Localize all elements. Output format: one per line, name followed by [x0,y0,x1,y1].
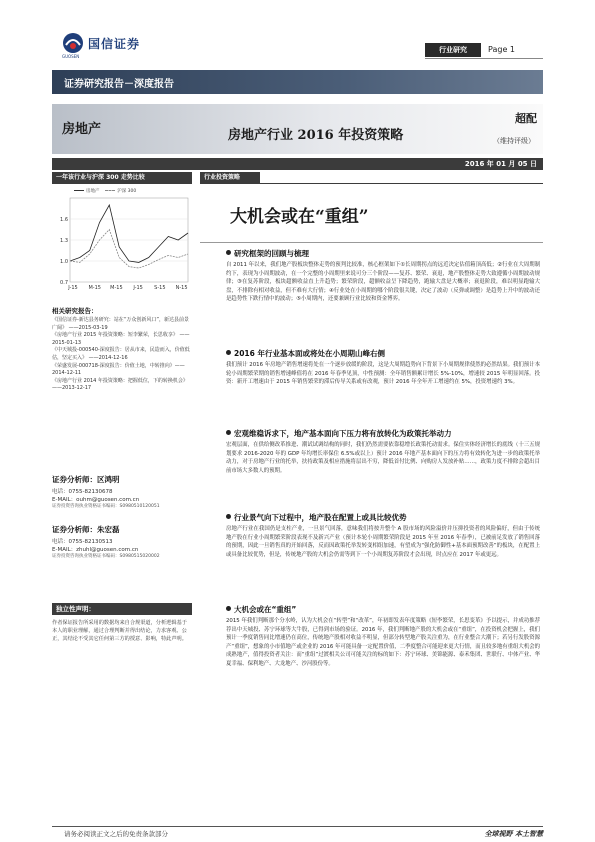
x-tick-label: M-15 [88,285,101,291]
report-date: 2016 年 01 月 05 日 [464,160,537,168]
rating-note: （维持评级） [493,137,535,145]
analyst-phone: 电话：0755-82130513 [52,539,113,545]
analyst-email[interactable]: E-MAIL：zhuhl@guosen.com.cn [52,547,139,553]
series-title-band [52,70,543,94]
section-body: 自 2011 年以来，我们地产股板块整体走势的预判比较准，核心框架如下①长周期拐点的远近决定估值箱顶高低；②行业在大周期制约下，表现为小周期波动，在一个完整的小周期里来说可分三个阶段——复苏、繁荣、衰退，地产股整体走势大致遵循小周期波动规律；③在复苏阶段，板块超额收益直上升趋势；繁荣阶段，超额收益呈下降趋势，跑输大盘是大概率；衰退阶段，难以明显跑输大盘，不排除有相对收益，但不难有大行情；④行业处在小周期的哪个阶段很关键，决定了波动（反弹或调整）是趋势上升中的波动还是趋势性下跌行情中的波动；⑤小周期内，还要兼顾行业比较和资金博弈。 [226,262,540,302]
related-report-item: 《房地产行业 2014 年投资策略：把握低位，下的转换机会》 ——2013-12-17 [52,377,188,392]
doc-type-badge: 行业研究 [425,43,481,57]
trend-chart [52,186,192,296]
x-tick-label: S-15 [154,285,166,291]
analyst-cert: 证券投资咨询执业资格证书编码：S0980515020002 [52,554,160,559]
independence-statement [52,603,192,643]
section-fundamentals [226,348,540,387]
section-heading: 大机会或在“重组” [226,604,540,615]
guosen-logo [62,32,152,59]
headline: 大机会或在“重组” [230,207,369,227]
logo-text: 国信证券 [88,37,141,51]
header-divider [425,58,543,59]
y-tick-label: 1.0 [60,259,68,265]
section-restructuring [226,604,540,668]
chart-title: 一年该行业与沪深 300 走势比较 [52,172,192,184]
section-body: 房地产行业在我国仍是支柱产业，一旦景气回落，意味我们将按升整个 A 股市场的风险溢价并压抑投资者的风险偏好，但由于传统地产股在行业小周期繁荣阶段表现不及新兴产业（预计本轮小周期繁荣阶段是 2015 年至 2016 年春季），已被前足发放了销售回落的预期，因此一旦销售真的开始回落，反而因政策托举发转变相组加速，有望成为“强化防御性+基本面预期改善”的板块，在配置上或具备比较优势，但是，传统地产股的大机会仍需等到下一个小周期复苏阶段才会出现，时点应在 2017 年或更远。 [226,526,540,558]
legend-label-index: 沪深 300 [117,189,137,194]
series-line-index [70,230,188,269]
y-tick-label: 0.7 [60,280,68,286]
related-report-item: 《荣盛发展-000718-深度报告：价值土地，中转推向》——2014-12-11 [52,362,185,377]
trend-chart-svg [52,186,192,296]
y-tick-label: 1.3 [60,238,68,244]
logo-subtext: GUOSEN [62,54,80,59]
analyst-phone: 电话：0755-82130678 [52,489,113,495]
related-report-item: 《国信证券-新达县务研究：站在“万众创新风口”，新达县前景广阔》 ——2015-03-19 [52,317,189,331]
legend-swatch-sector [74,190,84,191]
footer-divider [52,826,543,827]
headline-divider [200,242,543,243]
section-policy [226,428,540,475]
section-heading: 研究框架的回顾与梳理 [226,248,540,259]
y-tick-label: 1.6 [60,217,68,223]
section-framework [226,248,540,304]
x-tick-label: M-15 [110,285,123,291]
section-body: 我们预计 2016 年房地产销售增速将处在一个逐步放缓的阶段，这是大周期趋势向下背景下小周期规律使然的必然结果。我们预计本轮小周期繁荣期的销售增速峰值将在 2016 年春季见顶，中性预测：全年销售额累计增长 5%-10%，增速较 2015 年明显回落。投资：新开工增速由于 2015 年销售繁荣的滞后传导关系或有改观，预计 2016 年全年开工增速约在 5%，投资增速约 3%。 [226,362,540,385]
section-tag-rule [260,183,543,184]
section-heading: 行业景气向下过程中，地产股在配置上或具比较优势 [226,512,540,523]
related-report-item: 《房地产行业 2015 年投资策略：短李繁荣，长思收享》 ——2015-01-13 [52,332,190,346]
rating-label: 超配 [515,112,537,125]
guosen-logo-icon [62,32,84,54]
section-tag: 行业投资策略 [200,172,260,184]
section-heading: 宏观维稳诉求下，地产基本面向下压力将有放转化为政策托举动力 [226,428,540,439]
report-title: 房地产行业 2016 年投资策略 [228,128,404,143]
analyst-cert: 证券投资咨询执业资格证书编码：S0980510120051 [52,504,160,509]
analyst-name: 证券分析师：朱宏磊 [52,525,120,534]
analyst-email[interactable]: E-MAIL：ouhm@guosen.com.cn [52,497,140,503]
section-heading: 2016 年行业基本面或将处在小周期山峰右侧 [226,348,540,359]
footer-disclaimer-note: 请务必阅读正文之后的免责条款部分 [64,830,168,838]
x-tick-label: J-15 [68,285,78,291]
analyst-block-2 [52,524,192,561]
related-reports [52,306,192,393]
chart-legend [74,188,136,194]
x-tick-label: N-15 [175,285,188,291]
independence-statement-text: 作者保证报告所采用的数据均来自合规渠道，分析逻辑基于本人的职业理解，通过合理判断并得出结论，力求客观、公正，其结论不受其它任何第三方的授意、影响，特此声明。 [52,620,187,642]
analyst-name: 证券分析师：区鸿明 [52,475,120,484]
related-reports-title: 相关研究报告： [52,307,98,315]
section-body: 2015 年我们判断那个分水岭，认为大机会在“转型”和“改革”，年初即发表年度策略《短李繁荣，长思变革》予以提示，并成功推荐荐出中天城投、苏宁环球等大牛股，已得到市场的验证。2016 年，我们判断地产股的大机会或在“重组”，在投资机会把握上，我们预计一季度销售同比增速仍在高位，传统地产股相对收益不明显，但部分转型地产股关注重为，在行业整合大潮下；若另行发股资源产“重组”，想象的小市值地产或企业的 2016 年可能具备一定配置价值，二季度整合可能迎来更大行情，而且较多地有重组大机会的成熟地产，值得投资者关注：而“重组”过渡相关公司可能关注的标的如下：苏宁环球、美锦能源、泰禾集团、世联行、中体产业、华夏幸福、保利地产、大龙地产、沙河股份等。 [226,618,540,667]
sector-label: 房地产 [62,122,102,137]
analyst-block-1 [52,474,192,511]
section-allocation [226,512,540,559]
series-line-sector [70,205,188,262]
report-title-band [52,104,543,154]
related-report-item: 《中天城投-000540-深度报告：居从市来，民造而入，价值低估，坚定买入》 ——2014-12-16 [52,347,190,361]
independence-statement-title: 独立性声明： [52,603,192,615]
x-tick-label: J-15 [133,285,143,291]
legend-label-sector: 房地产 [86,189,100,194]
footer-slogan: 全球视野 本土智慧 [484,829,543,838]
legend-swatch-index [105,190,115,191]
section-body: 宏观层面，在供给侧改革推进、潮试试调结构的同时，我们仍然需要依靠稳增长政策托动需求。保住实体经济增长的底线（十三五规划要求 2016-2020 年的 GDP 年均增长率保住 6.5%或以上）预计 2016 年地产基本面向下的压力将有效转化为进一步的政策托举动力，对于房地产行业的托举，扶持政策及相应措施将层出不穷，降低首付比例、向购房人发放补贴……，政策力度不排除会超出目前市场大多数人的预期。 [226,442,540,474]
series-title: 证券研究报告－深度报告 [64,79,174,90]
date-bar [52,158,543,170]
page-number: Page 1 [488,45,515,54]
